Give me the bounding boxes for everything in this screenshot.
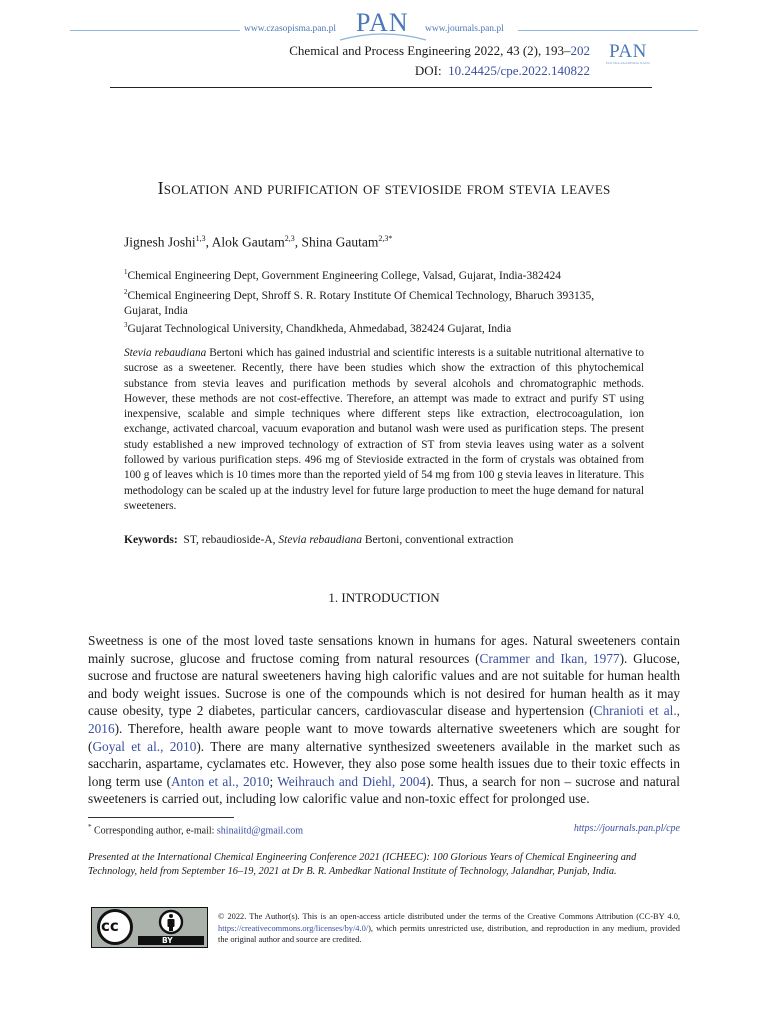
introduction-paragraph	[88, 632, 680, 808]
by-label: BY	[162, 936, 173, 945]
pan-logo	[606, 42, 650, 65]
footnote-divider	[88, 817, 234, 818]
keywords-label: Keywords:	[124, 534, 178, 546]
czasopisma-link[interactable]: www.czasopisma.pan.pl	[244, 24, 336, 34]
citation-link[interactable]: Goyal et al., 2010	[92, 738, 197, 754]
pan-wordmark: PAN	[356, 8, 409, 37]
author-name: Shina Gautam	[301, 234, 379, 250]
footnote-label: Corresponding author, e-mail:	[91, 825, 217, 837]
keywords-species: Stevia rebaudiana	[278, 534, 362, 546]
header-divider	[110, 87, 652, 88]
author-affiliation-mark: 1,3	[195, 234, 206, 243]
header-rule-right	[518, 30, 698, 31]
journal-citation: Chemical and Process Engineering 2022, 43 (2), 193–202	[289, 43, 590, 58]
affiliation-number: 3	[124, 321, 128, 329]
header-rule-left	[70, 30, 240, 31]
abstract	[124, 346, 644, 514]
license-text-part: © 2022. The Author(s). This is an open-access article distributed under the terms of the Creative Commons Attribution (CC-BY 4.0,	[218, 912, 680, 921]
citation-link[interactable]: Chranioti et al., 2016	[88, 703, 680, 736]
journals-link[interactable]: www.journals.pan.pl	[425, 24, 504, 34]
affiliation-number: 1	[124, 268, 128, 276]
intro-text: Sweetness is one of the most loved taste sensations known in humans for ages. Natural sweeteners contain mainly sucrose, glucose and fructose coming from natural resources (	[88, 633, 680, 666]
footnote-marker: *	[88, 823, 92, 831]
keywords-text: ST, rebaudioside-A,	[183, 534, 279, 546]
intro-text: ). Glucose, sucrose and fructose are natural sweeteners having high calorific values and are not suitable for human health and body weight issues. Sucrose is one of the compounds which is not desired for human health as it may cause obesity, type 2 diabetes, particular cancers, cardiovascular disease and hypertension (	[88, 650, 680, 719]
license-text	[218, 911, 680, 946]
cc-license-link[interactable]: https://creativecommons.org/licenses/by/4.0/	[218, 923, 369, 933]
email-link[interactable]: shinaiitd@gmail.com	[216, 825, 304, 837]
paper-title: Isolation and purification of stevioside from stevia leaves	[157, 178, 611, 198]
abstract-text: Bertoni which has gained industrial and scientific interests is a suitable nutritional alternative to sucrose as a sweetener. Recently, there have been studies which show the extraction of this phytochemical substance from stevia leaves and purification methods by several alcohols and chromatographic methods. However, these methods are not cost-effective. Therefore, an attempt was made to extract and purify ST using inexpensive, scalable and simple techniques where different steps like extraction, electrocoagulation, ion exchange, activated charcoal, vacuum evaporation and butanol wash were used as purification steps. The present study established a new improved technology of extraction of ST from stevia leaves using water as a solvent followed by various purification steps. 496 mg of Stevioside extracted in the form of crystals was obtained from 100 g of leaves which is 10 times more than the reported yield of 54 mg from 100 g stevia leaves in literature. This methodology can be scaled up at the industry level for future large production to meet the huge demand for natural sweeteners.	[124, 347, 644, 512]
pan-swoosh-icon	[338, 30, 428, 44]
keywords-text: Bertoni, conventional extraction	[361, 534, 514, 546]
conference-note: Presented at the International Chemical Engineering Conference 2021 (ICHEEC): 100 Glorious Years of Chemical Engineering and Technology, held from September 16–19, 2021 at Dr B. R. Ambedkar National Institute of Technology, Jalandhar, Punjab, India.	[88, 852, 637, 877]
author-separator: ,	[294, 234, 302, 250]
affiliation-2	[124, 285, 644, 320]
author-name: Alok Gautam	[211, 234, 285, 250]
license-text-part: ), which permits unrestricted use, distribution, and reproduction in any medium, provided the original author and source are credited.	[218, 923, 680, 945]
affiliation-text: Chemical Engineering Dept, Shroff S. R. Rotary Institute Of Chemical Technology, Bharuch 393135,	[127, 289, 595, 302]
citation-link[interactable]: Anton et al., 2010	[171, 773, 270, 789]
intro-text: ). Therefore, health aware people want to move towards alternative sweeteners which are sought for (	[88, 720, 680, 754]
author-list	[124, 234, 392, 251]
cc-label: cc	[101, 917, 119, 935]
author-affiliation-mark: 2,3*	[378, 234, 393, 243]
author-separator: ,	[205, 234, 212, 250]
affiliation-1	[124, 265, 644, 284]
affiliation-3	[124, 318, 644, 337]
journal-url-link[interactable]: https://journals.pan.pl/cpe	[573, 823, 680, 834]
intro-text: ;	[269, 773, 278, 789]
corresponding-author-note	[88, 823, 303, 836]
pan-logo-subtitle: POLSKA AKADEMIA NAUK	[606, 61, 650, 65]
species-name: Stevia rebaudiana	[124, 347, 207, 359]
intro-text: ). There are many alternative synthesized sweeteners available in the market such as saccharin, aspartame, cyclamates etc. However, they also pose some health issues due to their toxic effects in long term use (	[88, 738, 680, 789]
section-heading: 1. INTRODUCTION	[328, 590, 440, 605]
affiliation-text: Gujarat, India	[124, 305, 188, 318]
citation-link[interactable]: Crammer and Ikan, 1977	[479, 650, 620, 666]
author-name: Jignesh Joshi	[124, 234, 196, 250]
cc-by-badge[interactable]	[91, 907, 208, 948]
keywords	[124, 534, 513, 546]
affiliation-text: Gujarat Technological University, Chandkheda, Ahmedabad, 382424 Gujarat, India	[127, 322, 512, 335]
citation-link[interactable]: Weihrauch and Diehl, 2004	[277, 773, 427, 789]
page-range-link[interactable]: 202	[570, 43, 590, 58]
pan-logo-text: PAN	[609, 41, 647, 62]
affiliation-text: Chemical Engineering Dept, Government Engineering College, Valsad, Gujarat, India-382424	[127, 269, 561, 282]
doi-line: DOI: 10.24425/cpe.2022.140822	[414, 63, 590, 78]
intro-text: ). Thus, a search for non – sucrose and natural sweeteners is carried out, including low calorific value and non-toxic effect for prolonged use.	[88, 773, 680, 807]
affiliation-number: 2	[124, 288, 128, 296]
author-affiliation-mark: 2,3	[284, 234, 295, 243]
doi-link[interactable]: 10.24425/cpe.2022.140822	[448, 63, 590, 78]
